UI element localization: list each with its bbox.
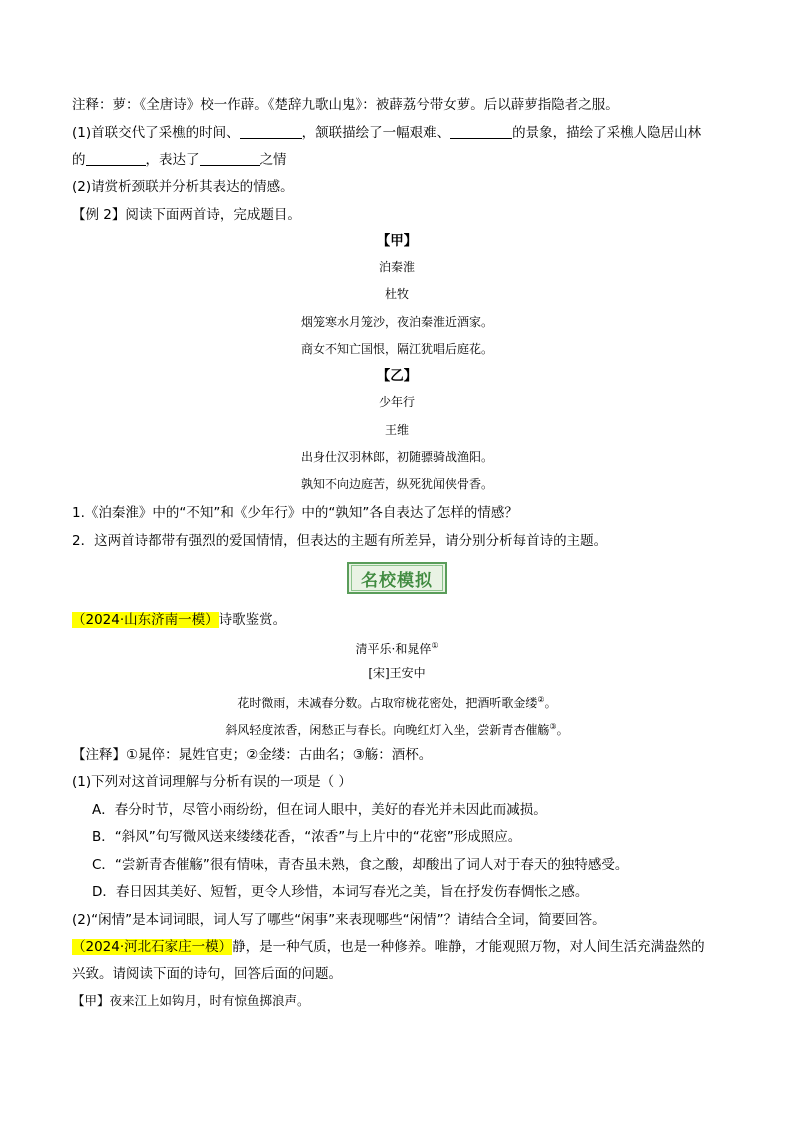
- q1-text-b: ，颔联描绘了一幅艰难、: [301, 125, 451, 141]
- poem-c-author: [宋]王安中: [368, 666, 426, 680]
- answer-blank[interactable]: [240, 124, 302, 139]
- question-1-line-1: [72, 123, 734, 143]
- q1-text-a: (1)首联交代了采樵的时间、: [72, 125, 240, 141]
- q1-text-d: 的: [72, 152, 86, 168]
- option-a: A．春分时节，尽管小雨纷纷，但在词人眼中，美好的春光并未因此而减损。: [92, 802, 547, 818]
- mock-1-intro: 诗歌鉴赏。: [218, 612, 287, 628]
- mock-1-question-1: (1)下列对这首词理解与分析有误的一项是（ ）: [72, 774, 352, 790]
- poem-c-line-end: 。: [544, 696, 557, 710]
- mock-2-intro-line: [72, 937, 734, 957]
- poem-b-line: 出身仕汉羽林郎，初随骠骑战渔阳。: [300, 450, 493, 464]
- poem-a-line: 商女不知亡国恨，隔江犹唱后庭花。: [300, 342, 493, 356]
- answer-blank[interactable]: [450, 124, 512, 139]
- poem-c-line: [0, 691, 794, 712]
- option-b: B．“斜风”句写微风送来缕缕花香，“浓香”与上片中的“花密”形成照应。: [92, 829, 522, 845]
- mock-2-text-continued: 兴致。请阅读下面的诗句，回答后面的问题。: [72, 966, 342, 982]
- footnote-marker: ①: [431, 641, 439, 650]
- footnote-marker: ②: [537, 695, 545, 704]
- question-2: (2)请赏析颈联并分析其表达的情感。: [72, 179, 294, 195]
- mock-1-question-2: (2)“闲情”是本词词眼，词人写了哪些“闲事”来表现哪些“闲情”？请结合全词，简要回答。: [72, 912, 606, 928]
- section-banner: [347, 562, 447, 594]
- source-tag: （2024·河北石家庄一模）: [72, 939, 233, 955]
- question-1-line-2: [72, 150, 734, 170]
- example-2-heading: 【例 2】阅读下面两首诗，完成题目。: [72, 207, 301, 223]
- poem-a-heading: 【甲】: [376, 233, 418, 249]
- mock-1-note: 【注释】①晁倅：晁姓官吏；②金缕：古曲名；③觞：酒杯。: [72, 747, 433, 763]
- mock-2-poem-line: 【甲】夜来江上如钩月，时有惊鱼掷浪声。: [72, 993, 310, 1008]
- poem-c-line-text: 花时微雨，未减春分数。占取帘栊花密处，把酒听歌金缕: [237, 696, 538, 710]
- q1-text-e: ，表达了: [145, 152, 200, 168]
- poem-b-heading: 【乙】: [376, 368, 418, 384]
- mock-2-text: 静，是一种气质，也是一种修养。唯静，才能观照万物，对人间生活充满盎然的: [232, 939, 705, 955]
- poem-b-author: 王维: [384, 423, 409, 437]
- section-banner-label: 名校模拟: [351, 565, 443, 591]
- footnote-marker: ③: [549, 722, 557, 731]
- poem-c-line: [0, 718, 794, 739]
- poem-b-title: 少年行: [378, 395, 415, 409]
- answer-blank[interactable]: [86, 151, 146, 166]
- example-2-question-1: 1.《泊秦淮》中的“不知”和《少年行》中的“孰知”各自表达了怎样的情感？: [72, 505, 518, 521]
- poem-b-line: 孰知不向边庭苦，纵死犹闻侠骨香。: [300, 477, 493, 491]
- poem-c-title: [0, 637, 794, 658]
- option-d: D．春日因其美好、短暂，更令人珍惜，本词写春光之美，旨在抒发伤春惆怅之感。: [92, 884, 589, 900]
- note-line: 注释：萝：《全唐诗》校一作薜。《楚辞九歌山鬼》：被薜荔兮带女萝。后以薜萝指隐者之服。: [72, 97, 619, 113]
- answer-blank[interactable]: [200, 151, 260, 166]
- poem-c-line-end: 。: [556, 723, 569, 737]
- poem-c-line-text: 斜风轻度浓香，闲愁正与春长。向晚红灯入坐，尝新青杏催觞: [225, 723, 550, 737]
- option-c: C．“尝新青杏催觞”很有情味，青杏虽未熟，食之酸，却酸出了词人对于春天的独特感受。: [92, 857, 629, 873]
- poem-a-author: 杜牧: [384, 287, 409, 301]
- source-tag: （2024·山东济南一模）: [72, 612, 219, 628]
- example-2-question-2: 2．这两首诗都带有强烈的爱国情情，但表达的主题有所差异，请分别分析每首诗的主题。: [72, 533, 608, 549]
- mock-1-intro-line: [72, 610, 734, 630]
- poem-a-title: 泊秦淮: [378, 260, 415, 274]
- poem-a-line: 烟笼寒水月笼沙，夜泊秦淮近酒家。: [300, 315, 493, 329]
- q1-text-f: 之情: [259, 152, 287, 168]
- poem-c-title-text: 清平乐·和晁倅: [355, 642, 432, 656]
- q1-text-c: 的景象，描绘了采樵人隐居山林: [512, 125, 702, 141]
